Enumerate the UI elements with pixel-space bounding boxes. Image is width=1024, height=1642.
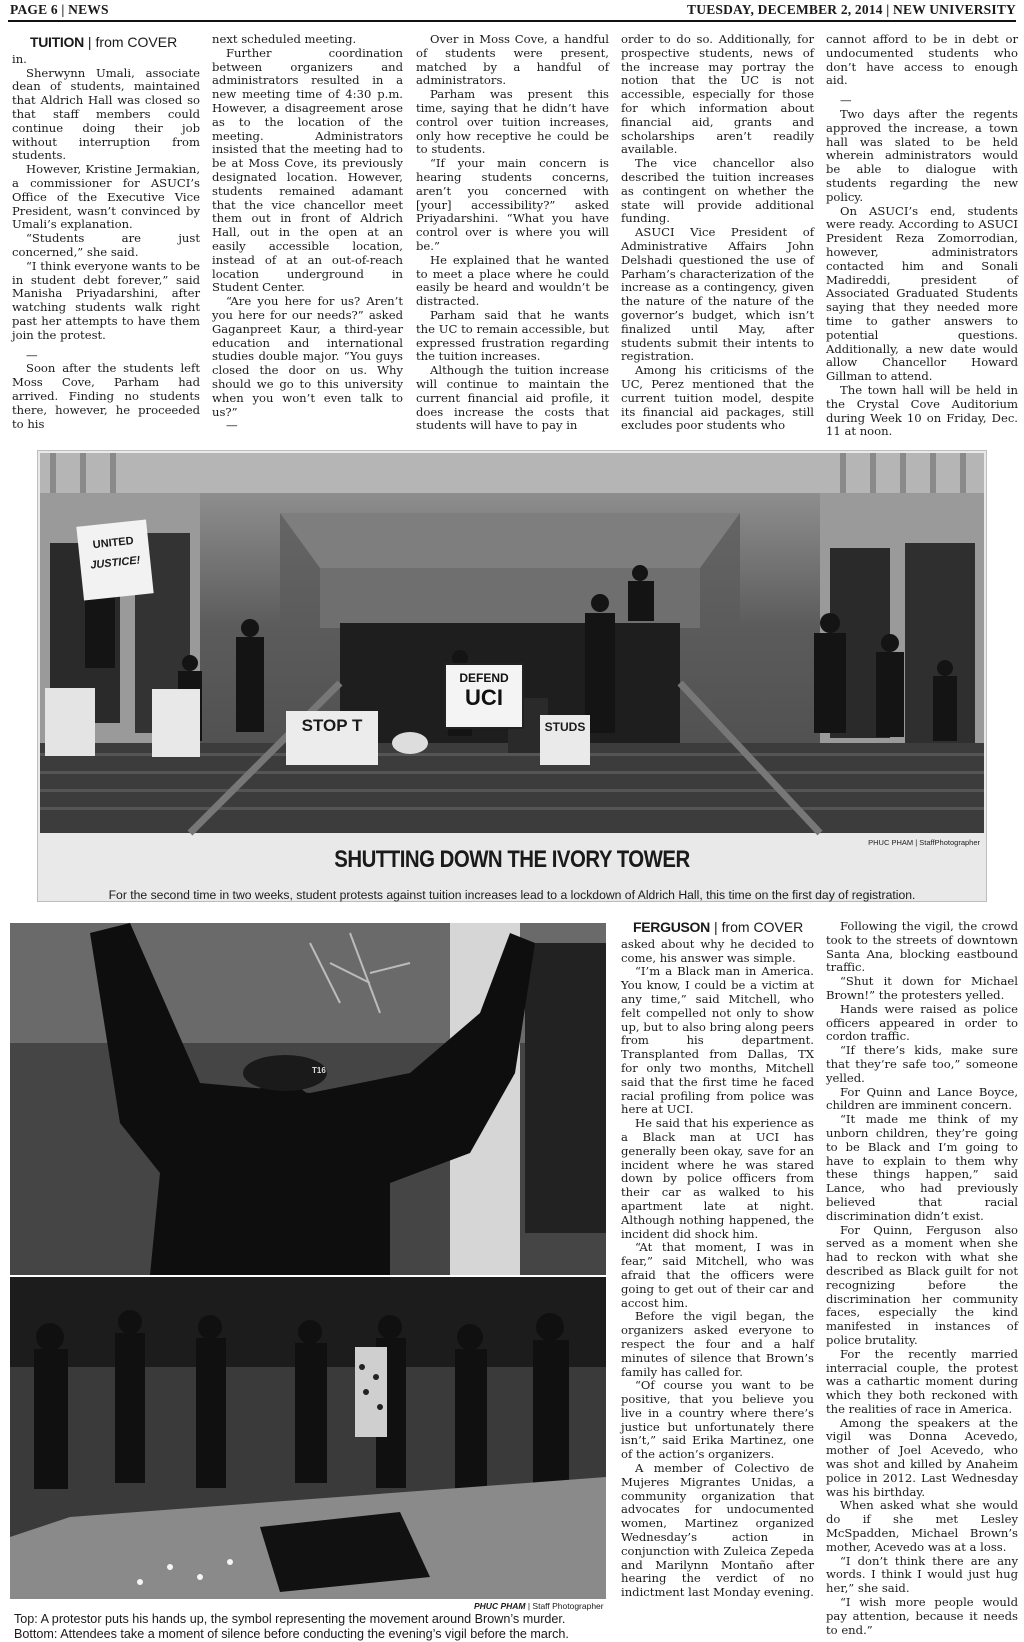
protest-sign-far-left — [45, 688, 95, 756]
bottom-photo-credit — [474, 1601, 604, 1611]
ferguson-paragraph: He said that his experience as a Black man at UCI has generally been okay, save for an incident where he was stared down by police officers from their car as walked to his apartment late at night. Although nothing happened, the incident did shock him. — [621, 1116, 814, 1241]
ferguson-jump-slug: FERGUSON — [633, 919, 710, 935]
sign-text: STUDS — [544, 720, 586, 734]
protest-sign-united — [76, 520, 153, 601]
ferguson-paragraph: For Quinn and Lance Boyce, children are imminent concern. — [826, 1084, 1018, 1113]
tuition-paragraph: Sherwynn Umali, associate dean of students, maintained that Aldrich Hall was closed so that staff members could continue doing their job without interruption from students. — [12, 65, 200, 163]
tuition-paragraph: Although the tuition increase will continue to maintain the current financial aid profile, it does increase the costs that students will have to pay in — [416, 363, 609, 433]
ferguson-paragraph: When asked what she would do if she met Lesley McSpadden, Michael Brown’s mother, Acevedo was at a loss. — [826, 1498, 1018, 1554]
tuition-paragraph: “If your main concern is hearing students concerns, aren’t you concerned with [your] accessibility?” asked Priyadarshini. “What you have control over is where you will be.” — [416, 156, 609, 253]
section-break-dash: — — [840, 93, 852, 108]
sign-text: UCI — [465, 685, 503, 710]
tuition-paragraph: On ASUCI’s end, students were ready. According to ASUCI President Reza Zomorrodian, however, administrators contacted him and Sonali Madireddi, president of Associated Graduated Students saying that they needed more time to gather answers to potential questions. Additionally, a new date would allow Chancellor Howard Gillman to attend. — [826, 203, 1018, 384]
protest-sign-students — [540, 715, 590, 765]
ferguson-paragraph: For the recently married interracial couple, the protest was a cathartic moment during which they both reckoned with the realities of race in America. — [826, 1346, 1018, 1416]
tuition-paragraph: “Are you here for us? Aren’t you here for our needs?” asked Gaganpreet Kaur, a third-year education and international studies double major. “You guys closed the door on us. Why should we go to this university when you won’t even talk to us?” — [212, 294, 403, 419]
top-photo-caption: For the second time in two weeks, student protests against tuition increases lead to a lockdown of Aldrich Hall, this time on the first day of registration. — [108, 888, 916, 902]
tuition-column-4 — [621, 32, 814, 433]
vigil-crowd-photo — [10, 1277, 606, 1599]
ferguson-paragraph: For Quinn, Ferguson also served as a moment when she had to reckon with what she described as Black guilt for not recognizing before the discrimination her community faces, especially the kind manifested in instances of police brutality. — [826, 1222, 1018, 1347]
raised-hands-photo — [10, 923, 606, 1275]
protest-photo-aldrich-hall — [40, 453, 984, 833]
tuition-paragraph: “Students are just concerned,” she said. — [12, 231, 200, 259]
tuition-paragraph: He explained that he wanted to meet a place where he could easily be heard and wouldn’t be distracted. — [416, 252, 609, 309]
tuition-paragraph: Two days after the regents approved the increase, a town hall was slated to be held wherein administrators would be able to dialogue with students regarding the new policy. — [826, 106, 1018, 204]
caption-bottom-line: Bottom: Attendees take a moment of silence before conducting the evening’s vigil before the march. — [14, 1627, 569, 1641]
ferguson-paragraph: Following the vigil, the crowd took to the streets of downtown Santa Ana, blocking eastbound traffic. — [826, 919, 1018, 975]
sign-text: JUSTICE! — [89, 554, 141, 572]
tuition-paragraph: Further coordination between organizers and administrators resulted in a new meeting time of 4:30 p.m. However, a disagreement arose as to the location of the meeting. Administrators insisted that the meeting had to be at Moss Cove, its previously designated location. However, students remained adamant that the vice chancellor meet them out in front of Aldrich Hall, out in the open at an easily accessible location, instead of at an out-of-reach location underground in Student Center. — [212, 45, 403, 295]
ferguson-paragraph: Among the speakers at the vigil was Donna Acevedo, mother of Joel Acevedo, who was shot and killed by Anaheim police in 2012. Last Wednesday was his birthday. — [826, 1415, 1018, 1499]
tuition-paragraph: The vice chancellor also described the tuition increases as contingent on whether the state will provide additional funding. — [621, 156, 814, 226]
ferguson-paragraph: “At that moment, I was in fear,” said Mitchell, who was afraid that the officers were going to get out of their car and accost him. — [621, 1240, 814, 1310]
ferguson-paragraph: A member of Colectivo de Mujeres Migrantes Unidas, a community organization that advocates for undocumented women, Martinez organized Wednesday’s action in conjunction with Zuleica Zepeda and Marilynn Montaño after hearing the verdict of no indictment last Monday evening. — [621, 1461, 814, 1600]
ferguson-column-2 — [826, 920, 1018, 1635]
ferguson-paragraph: “It made me think of my unborn children, they’re going to be Black and I’m going to have to explain to them why these things happen,” said Lance, who had previously believed that racial discrimination didn’t exist. — [826, 1112, 1018, 1223]
tuition-column-5 — [826, 32, 1018, 439]
vigil-crowd-illustration — [10, 1277, 606, 1599]
issue-date-label: TUESDAY, DECEMBER 2, 2014 | NEW UNIVERSITY — [687, 2, 1016, 17]
ferguson-paragraph: “I don’t think there are any words. I think I would just hug her,” she said. — [826, 1553, 1018, 1596]
ferguson-paragraph: Hands were raised as police officers appeared in order to cordon traffic. — [826, 1001, 1018, 1044]
tuition-paragraph: However, Kristine Jermakian, a commissioner for ASUCI’s Office of the Executive Vice President, wasn’t convinced by Umali’s explanation. — [12, 162, 200, 232]
tuition-paragraph: next scheduled meeting. — [212, 32, 357, 46]
tuition-jump-slug: TUITION — [30, 34, 84, 50]
header-rule — [8, 20, 1016, 22]
sign-text: UNITED — [92, 534, 135, 552]
caption-top-line: Top: A protestor puts his hands up, the symbol representing the movement around Brown’s murder. — [14, 1612, 566, 1626]
tuition-column-1 — [12, 34, 200, 431]
ferguson-column-1 — [621, 921, 814, 1633]
tuition-column-2 — [212, 32, 403, 433]
tuition-paragraph: Parham was present this time, saying that he didn’t have control over tuition increases, only how receptive he could be to students. — [416, 87, 609, 157]
ferguson-paragraph: “I wish more people would pay attention, because it needs to end.” — [826, 1595, 1018, 1637]
ferguson-paragraph: asked about why he decided to come, his answer was simple. — [621, 936, 814, 965]
ferguson-jump-head: FERGUSON | from COVER — [633, 919, 804, 935]
protest-sign-stop-tuition — [286, 711, 378, 765]
tuition-paragraph: order to do so. Additionally, for prospective students, news of the increase may portray the notion that the UC is not accessible, especially for those for which information about financial aid, grants and scholarships aren’t readily available. — [621, 32, 814, 157]
protest-sign-defend-uci — [444, 663, 524, 729]
credit-role: | Staff Photographer — [525, 1601, 604, 1611]
credit-name: PHUC PHAM — [474, 1601, 526, 1611]
tuition-paragraph: “I think everyone wants to be in student debt forever,” said Manisha Priyadarshini, after watching students walk right past her attempts to have them join the protest. — [12, 258, 200, 342]
ferguson-paragraph: “Shut it down for Michael Brown!” the protesters yelled. — [826, 974, 1018, 1002]
tuition-paragraph: Parham said that he wants the UC to remain accessible, but expressed frustration regarding the tuition increases. — [416, 307, 609, 364]
tuition-jump-head: TUITION | from COVER — [30, 34, 178, 50]
top-photo-credit: PHUC PHAM | StaffPhotographer — [868, 838, 980, 847]
section-break-dash: — — [26, 347, 38, 362]
ferguson-paragraph: Before the vigil began, the organizers asked everyone to respect the four and a half minutes of silence that Brown’s family has called for. — [621, 1309, 814, 1379]
tuition-paragraph: The town hall will be held in the Crystal Cove Auditorium during Week 10 on Friday, Dec. 11 at noon. — [826, 382, 1018, 439]
tuition-paragraph: Among his criticisms of the UC, Perez mentioned that the current tuition model, despite its financial aid packages, still excludes poor students who — [621, 363, 814, 433]
ferguson-jump-from: from COVER — [721, 919, 804, 935]
tuition-paragraph: Over in Moss Cove, a handful of students were present, matched by a handful of administrators. — [416, 32, 609, 88]
sign-text: DEFEND — [459, 671, 509, 685]
ferguson-paragraph: “If there’s kids, make sure that they’re safe too,” someone yelled. — [826, 1043, 1018, 1085]
hat-text: T16 — [312, 1066, 326, 1075]
photo-headline: SHUTTING DOWN THE IVORY TOWER — [334, 846, 690, 873]
protest-photo-illustration — [40, 453, 984, 833]
protest-sign-left — [152, 689, 200, 757]
sign-text: STOP T — [301, 716, 363, 735]
section-break-dash: — — [226, 418, 238, 433]
tuition-paragraph: cannot afford to be in debt or undocumented students who don’t have access to enough aid. — [826, 32, 1018, 88]
bottom-photos-caption — [14, 1612, 614, 1642]
ferguson-paragraph: “Of course you want to be positive, that you believe you live in a country where there’s justice but unfortunately there isn’t,” said Erika Martinez, one of the action’s organizers. — [621, 1378, 814, 1462]
tuition-paragraph: ASUCI Vice President of Administrative Affairs John Delshadi questioned the use of Parham’s characterization of the increase as a contingency, given the nature of the nature of the governor’s budget, which isn’t finalized until May, after students submit their intents to registration. — [621, 225, 814, 364]
tuition-paragraph: in. — [12, 51, 27, 66]
raised-hands-illustration — [10, 923, 606, 1275]
tuition-column-3 — [416, 32, 609, 433]
ferguson-paragraph: “I’m a Black man in America. You know, I could be a victim at any time,” said Mitchell, who felt compelled not only to show up, but to also bring along peers from his department. Transplanted from Dallas, TX for only two months, Mitchell said that the first time he faced racial profiling from police was here at UCI. — [621, 964, 814, 1117]
tuition-paragraph: Soon after the students left Moss Cove, Parham had arrived. Finding no students there, however, he proceeded to his — [12, 361, 200, 431]
page-section-label: PAGE 6 | NEWS — [10, 2, 109, 17]
tuition-jump-from: from COVER — [95, 34, 178, 50]
